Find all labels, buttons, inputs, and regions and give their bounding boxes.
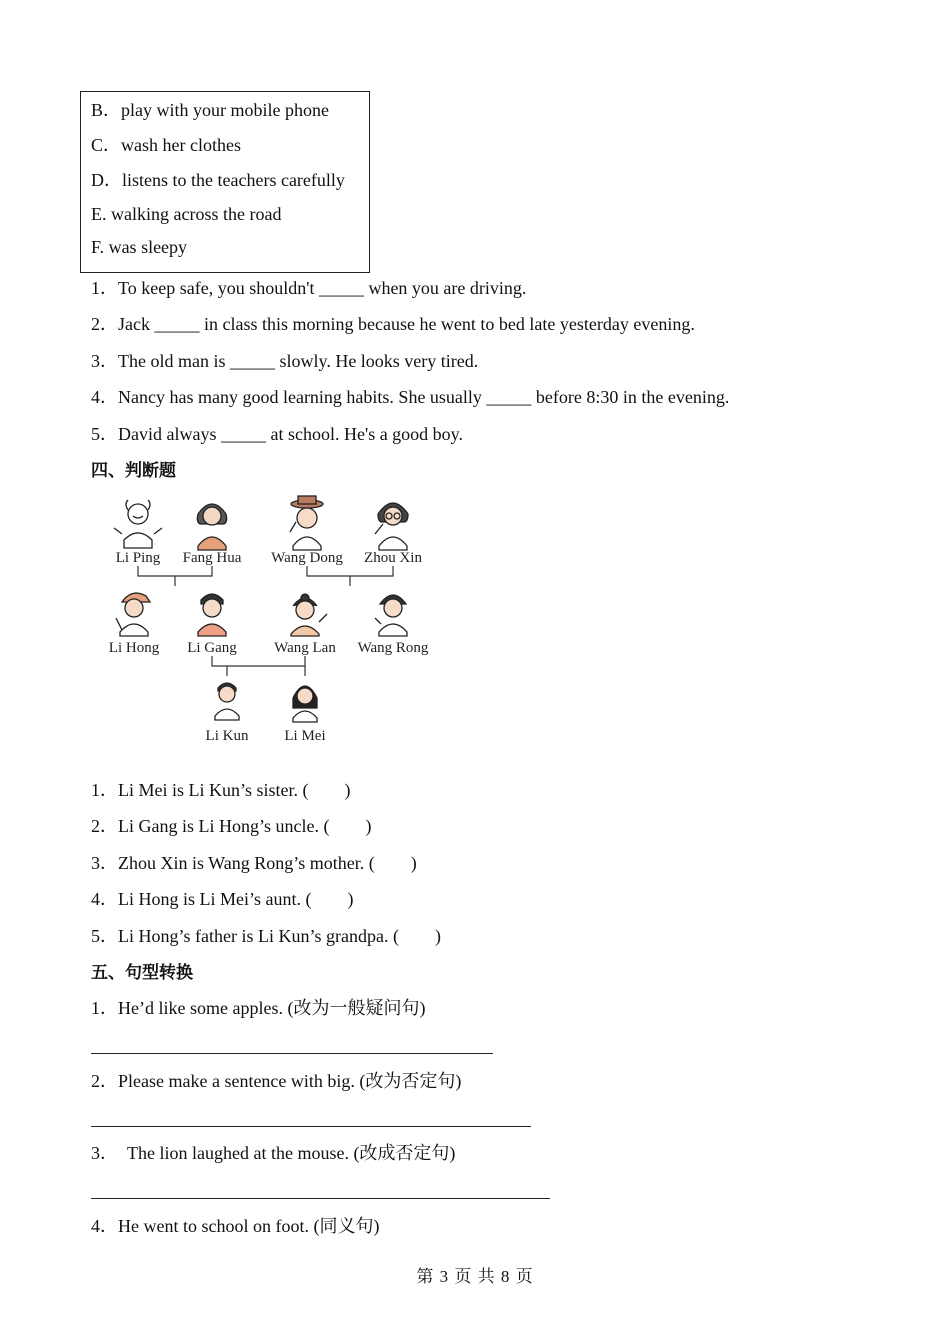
section-title-sentence-transform: 五、句型转换 xyxy=(91,963,193,983)
transform-question-1: 1．He’d like some apples. (改为一般疑问句) xyxy=(91,998,426,1018)
fill-question-1: 1．To keep safe, you shouldn't _____ when you are driving. xyxy=(91,278,527,298)
label-wang-dong: Wang Dong xyxy=(271,550,343,566)
label-li-mei: Li Mei xyxy=(284,728,326,744)
option-e: E. walking across the road xyxy=(91,204,282,224)
label-li-hong: Li Hong xyxy=(108,640,160,656)
person-li-ping-icon xyxy=(114,500,162,548)
judge-question-4: 4．Li Hong is Li Mei’s aunt. ( ) xyxy=(91,889,354,909)
fill-question-5: 5．David always _____ at school. He's a good boy. xyxy=(91,424,464,444)
label-wang-rong: Wang Rong xyxy=(357,640,429,656)
option-c: C．wash her clothes xyxy=(91,135,241,155)
label-li-gang: Li Gang xyxy=(187,640,237,656)
answer-line-2[interactable] xyxy=(91,1126,531,1127)
person-zhou-xin-icon xyxy=(375,503,408,550)
judge-question-3: 3．Zhou Xin is Wang Rong’s mother. ( ) xyxy=(91,853,417,873)
option-f: F. was sleepy xyxy=(91,237,188,257)
person-wang-dong-icon xyxy=(290,496,323,550)
person-li-mei-icon xyxy=(293,686,317,722)
judge-question-2: 2．Li Gang is Li Hong’s uncle. ( ) xyxy=(91,816,372,836)
answer-line-1[interactable] xyxy=(91,1053,493,1054)
label-fang-hua: Fang Hua xyxy=(182,550,242,566)
label-zhou-xin: Zhou Xin xyxy=(364,550,422,566)
person-li-hong-icon xyxy=(116,593,150,636)
family-tree xyxy=(100,494,440,750)
label-li-kun: Li Kun xyxy=(205,728,249,744)
label-li-ping: Li Ping xyxy=(115,550,161,566)
transform-question-3: 3． The lion laughed at the mouse. (改成否定句) xyxy=(91,1143,456,1163)
judge-question-5: 5．Li Hong’s father is Li Kun’s grandpa. ( ) xyxy=(91,926,441,946)
fill-question-3: 3．The old man is _____ slowly. He looks very tired. xyxy=(91,351,479,371)
section-title-judgement: 四、判断题 xyxy=(91,461,176,481)
judge-question-1: 1．Li Mei is Li Kun’s sister. ( ) xyxy=(91,780,351,800)
fill-question-2: 2．Jack _____ in class this morning because he went to bed late yesterday evening. xyxy=(91,314,695,334)
person-fang-hua-icon xyxy=(197,504,226,550)
option-b: B．play with your mobile phone xyxy=(91,100,329,120)
person-wang-rong-icon xyxy=(375,595,407,636)
person-li-kun-icon xyxy=(215,683,239,720)
answer-line-3[interactable] xyxy=(91,1198,550,1199)
person-wang-lan-icon xyxy=(291,594,327,636)
label-wang-lan: Wang Lan xyxy=(274,640,336,656)
option-d: D．listens to the teachers carefully xyxy=(91,170,345,190)
page-footer: 第 3 页 共 8 页 xyxy=(416,1267,534,1286)
transform-question-2: 2．Please make a sentence with big. (改为否定句) xyxy=(91,1071,462,1091)
person-li-gang-icon xyxy=(198,594,226,636)
transform-question-4: 4．He went to school on foot. (同义句) xyxy=(91,1216,380,1236)
fill-question-4: 4．Nancy has many good learning habits. She usually _____ before 8:30 in the evening. xyxy=(91,387,730,407)
